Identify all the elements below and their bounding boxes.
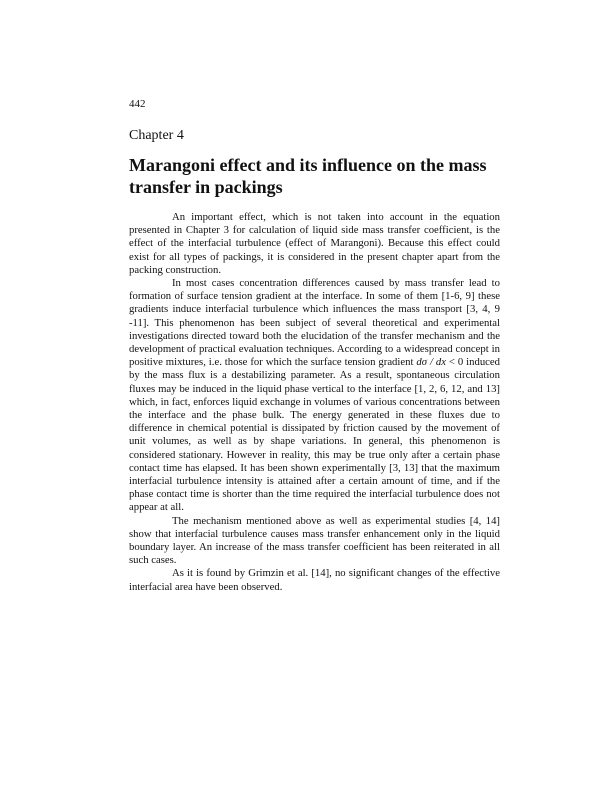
chapter-title: Marangoni effect and its influence on the mass transfer in packings [129, 155, 487, 197]
paragraph-3: The mechanism mentioned above as well as experimental studies [4, 14] show that interfacial turbulence causes mass transfer enhancement only in the liquid boundary layer. An increase of the mass transfer coefficient has been reiterated in all such cases. [129, 514, 500, 567]
paragraph-1: An important effect, which is not taken into account in the equation presented in Chapter 3 for calculation of liquid side mass transfer coefficient, is the effect of the interfacial turbulence (effect of Marangoni). Because this effect could exist for all types of packings, it is considered in the present chapter apart from the packing construction. [129, 211, 500, 276]
paragraph-2-text-before: In most cases concentration differences caused by mass transfer lead to formation of surface tension gradient at the interface. In some of them [1-6, 9] these gradients induce interfacial turbulence which influences the mass transport [3, 4, 9 -11]. This phenomenon has been subject of several theoretical and experimental investigations directed toward both the elucidation of the transfer mechanism and the development of practical evaluation techniques. According to a widespread concept in positive mixtures, i.e. those for which the surface tension gradient [129, 277, 500, 369]
body-text [129, 211, 500, 594]
paragraph-2 [129, 277, 500, 515]
paragraph-2-text-after: < 0 induced by the mass flux is a destabilizing parameter. As a result, spontaneous circulation fluxes may be induced in the liquid phase vertical to the interface [1, 2, 6, 12, and 13] which, in fact, enforces liquid exchange in volumes of various concentrations between the interface and the phase bulk. The energy generated in these fluxes due to difference in chemical potential is dissipated by friction caused by the movement of unit volumes, as well as by shape variations. In general, this phenomenon is considered stationary. However in reality, this may be true only after a certain phase contact time has elapsed. It has been shown experimentally [3, 13] that the maximum interfacial turbulence intensity is attained after a certain amount of time, and if the phase contact time is shorter than the time required the interfacial turbulence does not appear at all. [129, 356, 501, 514]
paragraph-4: As it is found by Grimzin et al. [14], no significant changes of the effective interfacial area have been observed. [129, 567, 500, 593]
chapter-label: Chapter 4 [129, 128, 184, 143]
page-number: 442 [129, 98, 146, 110]
surface-tension-gradient-expression: dσ / dx [416, 356, 446, 369]
